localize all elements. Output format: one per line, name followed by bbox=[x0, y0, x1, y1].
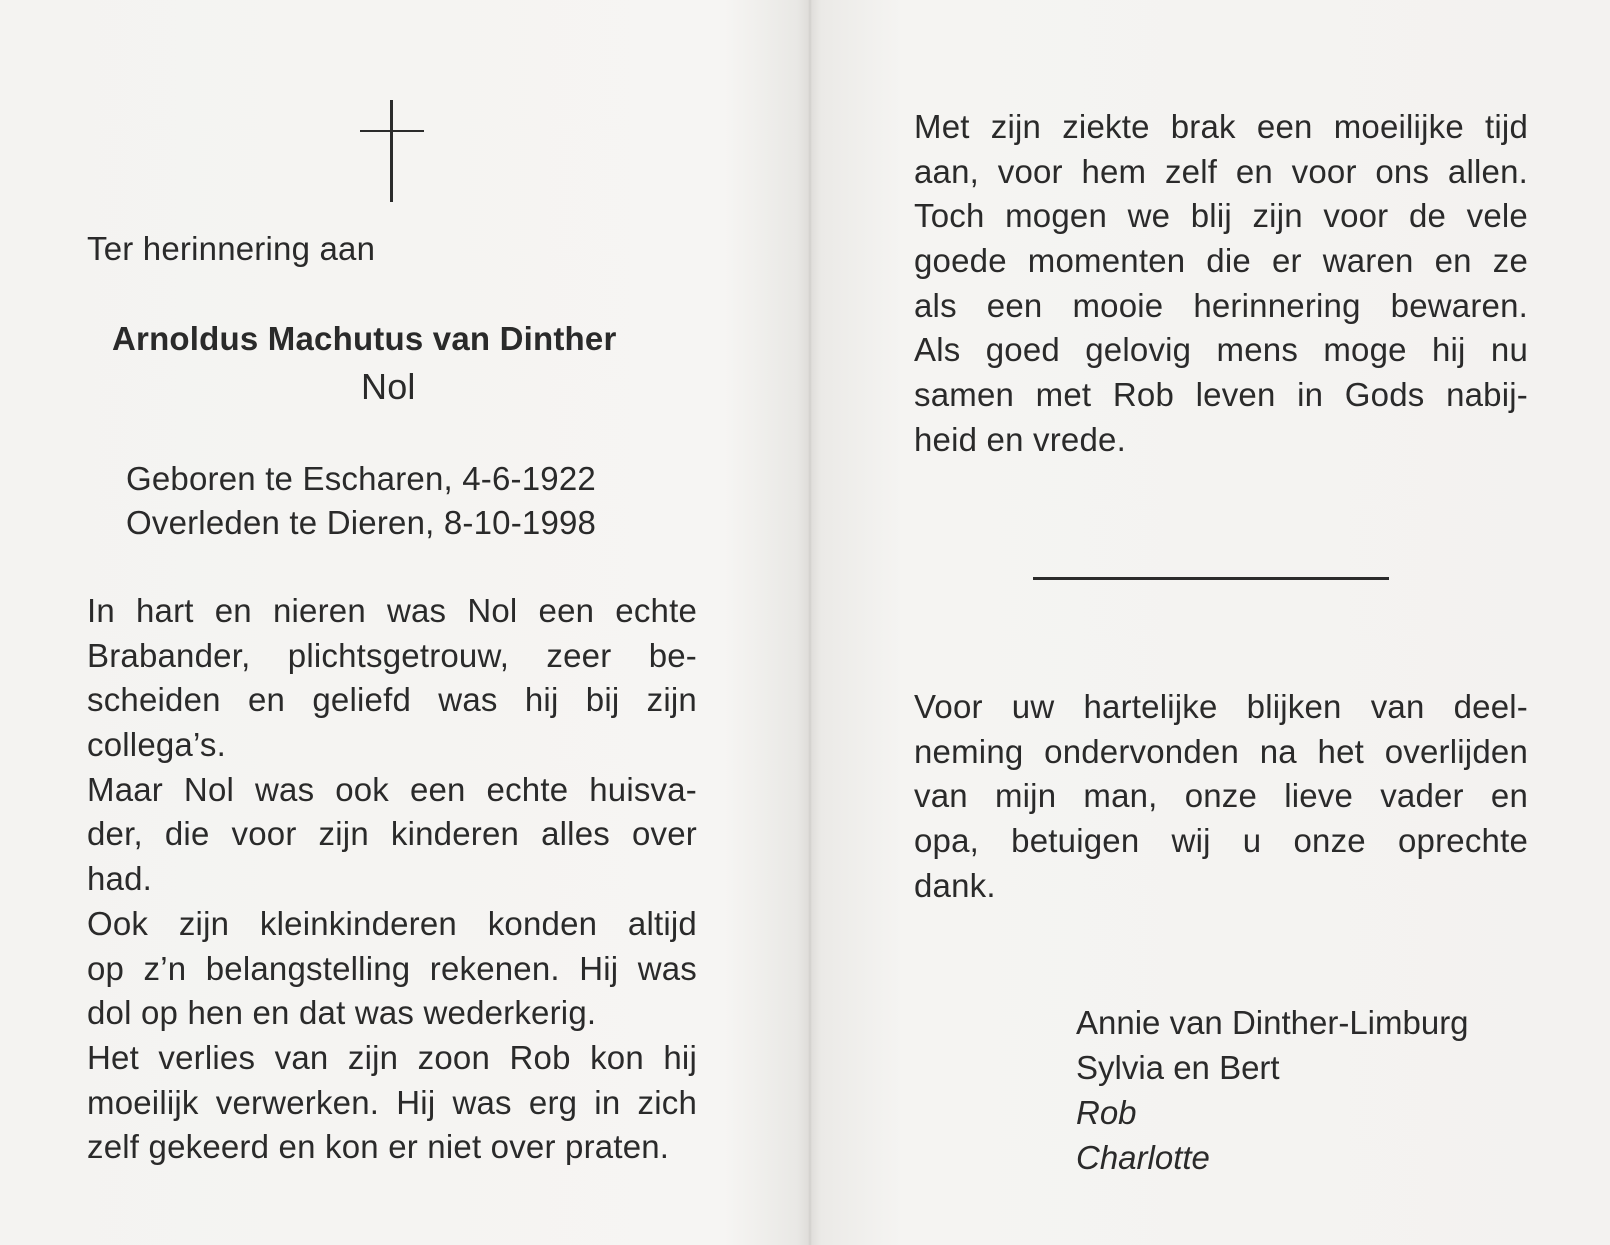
text-line: samen met Rob leven in Gods nabij- bbox=[914, 376, 1528, 414]
text-line: heid en vrede. bbox=[914, 420, 1126, 458]
memorial-text-left bbox=[87, 589, 697, 1170]
intro-text: Ter herinnering aan bbox=[87, 230, 376, 267]
death-line: Overleden te Dieren, 8-10-1998 bbox=[126, 504, 597, 541]
memorial-text-right bbox=[914, 105, 1528, 463]
text-line: der, die voor zijn kinderen alles over bbox=[87, 815, 697, 853]
text-line: opa, betuigen wij u onze oprechte bbox=[914, 822, 1528, 860]
text-line: Als goed gelovig mens moge hij nu bbox=[914, 331, 1528, 369]
birth-line: Geboren te Escharen, 4-6-1922 bbox=[126, 460, 596, 497]
text-line: Maar Nol was ook een echte huisva- bbox=[87, 770, 697, 808]
signature-widow: Annie van Dinther-Limburg bbox=[1076, 1004, 1469, 1041]
text-line: Het verlies van zijn zoon Rob kon hij bbox=[87, 1038, 697, 1076]
text-line: moeilijk verwerken. Hij was erg in zich bbox=[87, 1083, 697, 1121]
cross-icon bbox=[360, 100, 424, 202]
signature-grandchild: Rob bbox=[1076, 1094, 1137, 1131]
text-line: op z’n belangstelling rekenen. Hij was bbox=[87, 949, 697, 987]
signature-children: Sylvia en Bert bbox=[1076, 1049, 1280, 1086]
signature-grandchild: Charlotte bbox=[1076, 1139, 1210, 1176]
text-line: Toch mogen we blij zijn voor de vele bbox=[914, 197, 1528, 235]
text-line: Ook zijn kleinkinderen konden altijd bbox=[87, 904, 697, 942]
text-line: collega’s. bbox=[87, 726, 226, 764]
text-line: aan, voor hem zelf en voor ons allen. bbox=[914, 152, 1528, 190]
text-line: In hart en nieren was Nol een echte bbox=[87, 592, 697, 629]
text-line: scheiden en geliefd was hij bij zijn bbox=[87, 681, 697, 719]
text-line: als een mooie herinnering bewaren. bbox=[914, 286, 1528, 324]
text-line: Voor uw hartelijke blijken van deel- bbox=[914, 688, 1528, 725]
deceased-full-name: Arnoldus Machutus van Dinther bbox=[112, 320, 617, 357]
card-fold bbox=[808, 0, 812, 1245]
divider-line bbox=[1033, 577, 1389, 580]
text-line: neming ondervonden na het overlijden bbox=[914, 732, 1528, 770]
text-line: dank. bbox=[914, 866, 996, 904]
deceased-nickname: Nol bbox=[361, 366, 416, 407]
thanks-text bbox=[914, 685, 1528, 908]
text-line: van mijn man, onze lieve vader en bbox=[914, 777, 1528, 815]
text-line: Met zijn ziekte brak een moeilijke tijd bbox=[914, 108, 1528, 145]
text-line: goede momenten die er waren en ze bbox=[914, 242, 1528, 280]
text-line: Brabander, plichtsgetrouw, zeer be- bbox=[87, 636, 697, 674]
text-line: zelf gekeerd en kon er niet over praten. bbox=[87, 1128, 670, 1166]
text-line: had. bbox=[87, 860, 153, 898]
text-line: dol op hen en dat was wederkerig. bbox=[87, 994, 597, 1032]
